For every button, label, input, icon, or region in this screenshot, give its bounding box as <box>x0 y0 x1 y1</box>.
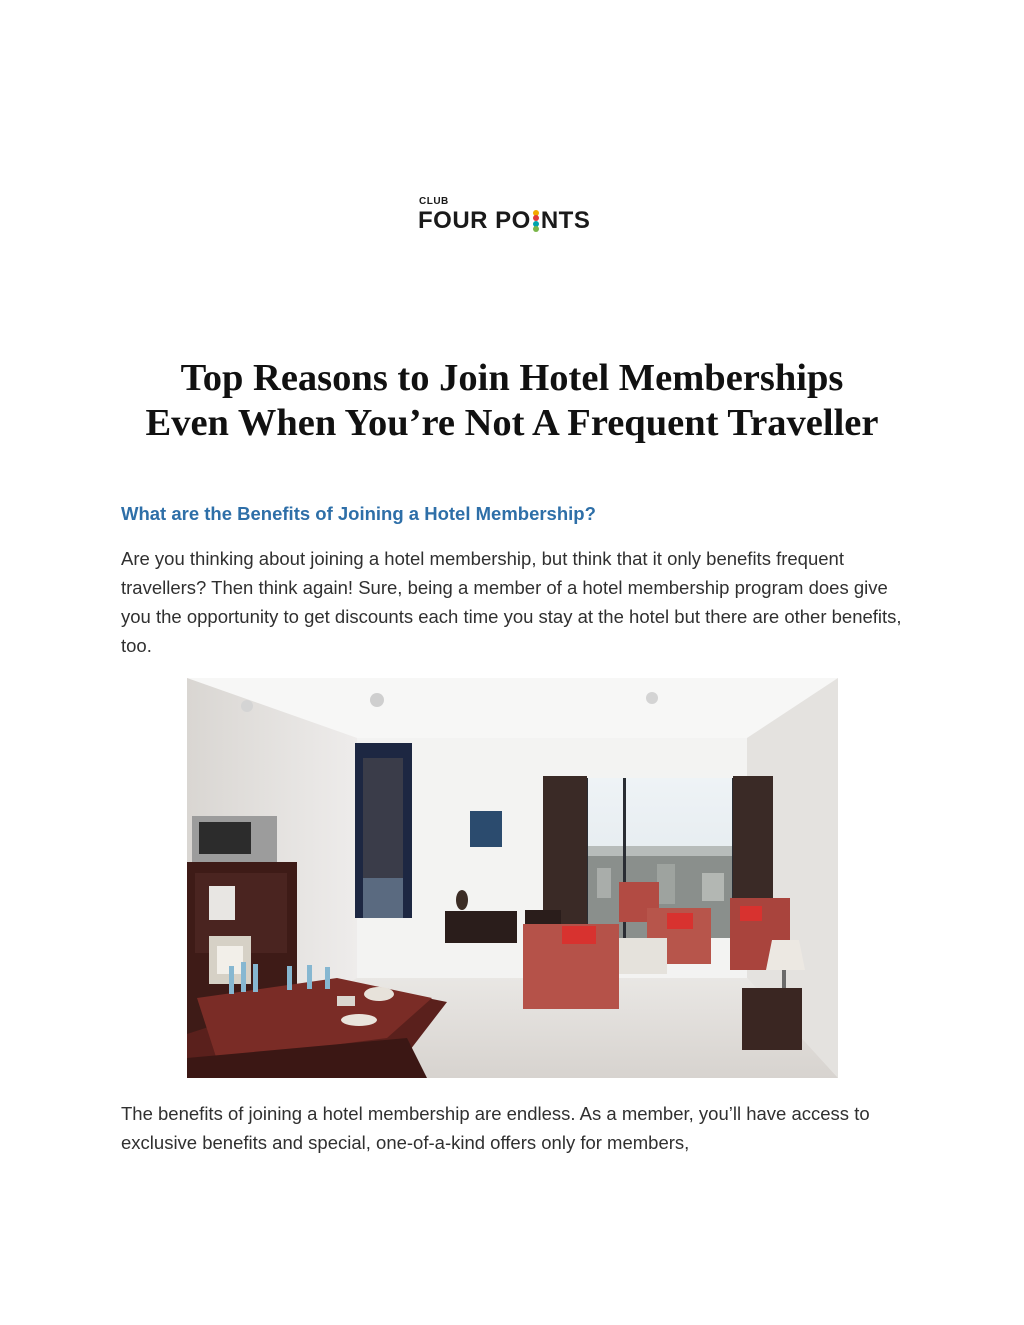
logo-wordmark-part1: FOUR PO <box>418 207 531 234</box>
logo-wordmark <box>418 207 590 235</box>
intro-paragraph: Are you thinking about joining a hotel membership, but think that it only benefits frequent travellers? Then think again! Sure, being a member of a hotel membership program does give you the opportunity to get discounts each time you stay at the hotel but there are other benefits, too. <box>121 548 902 656</box>
hotel-room-photo <box>187 678 838 1078</box>
section-heading: What are the Benefits of Joining a Hotel Membership? <box>121 503 596 524</box>
page-title <box>80 356 944 446</box>
benefits-paragraph: The benefits of joining a hotel membership are endless. As a member, you’ll have access to exclusive benefits and special, one-of-a-kind offers only for members, <box>121 1103 870 1153</box>
title-line-1: Top Reasons to Join Hotel Memberships <box>180 357 844 399</box>
logo-dots-icon <box>533 210 539 232</box>
brand-logo <box>418 196 618 240</box>
logo-wordmark-part2: NTS <box>540 207 591 234</box>
logo-club-text: CLUB <box>419 196 449 207</box>
title-line-2: Even When You’re Not A Frequent Traveller <box>145 402 879 444</box>
